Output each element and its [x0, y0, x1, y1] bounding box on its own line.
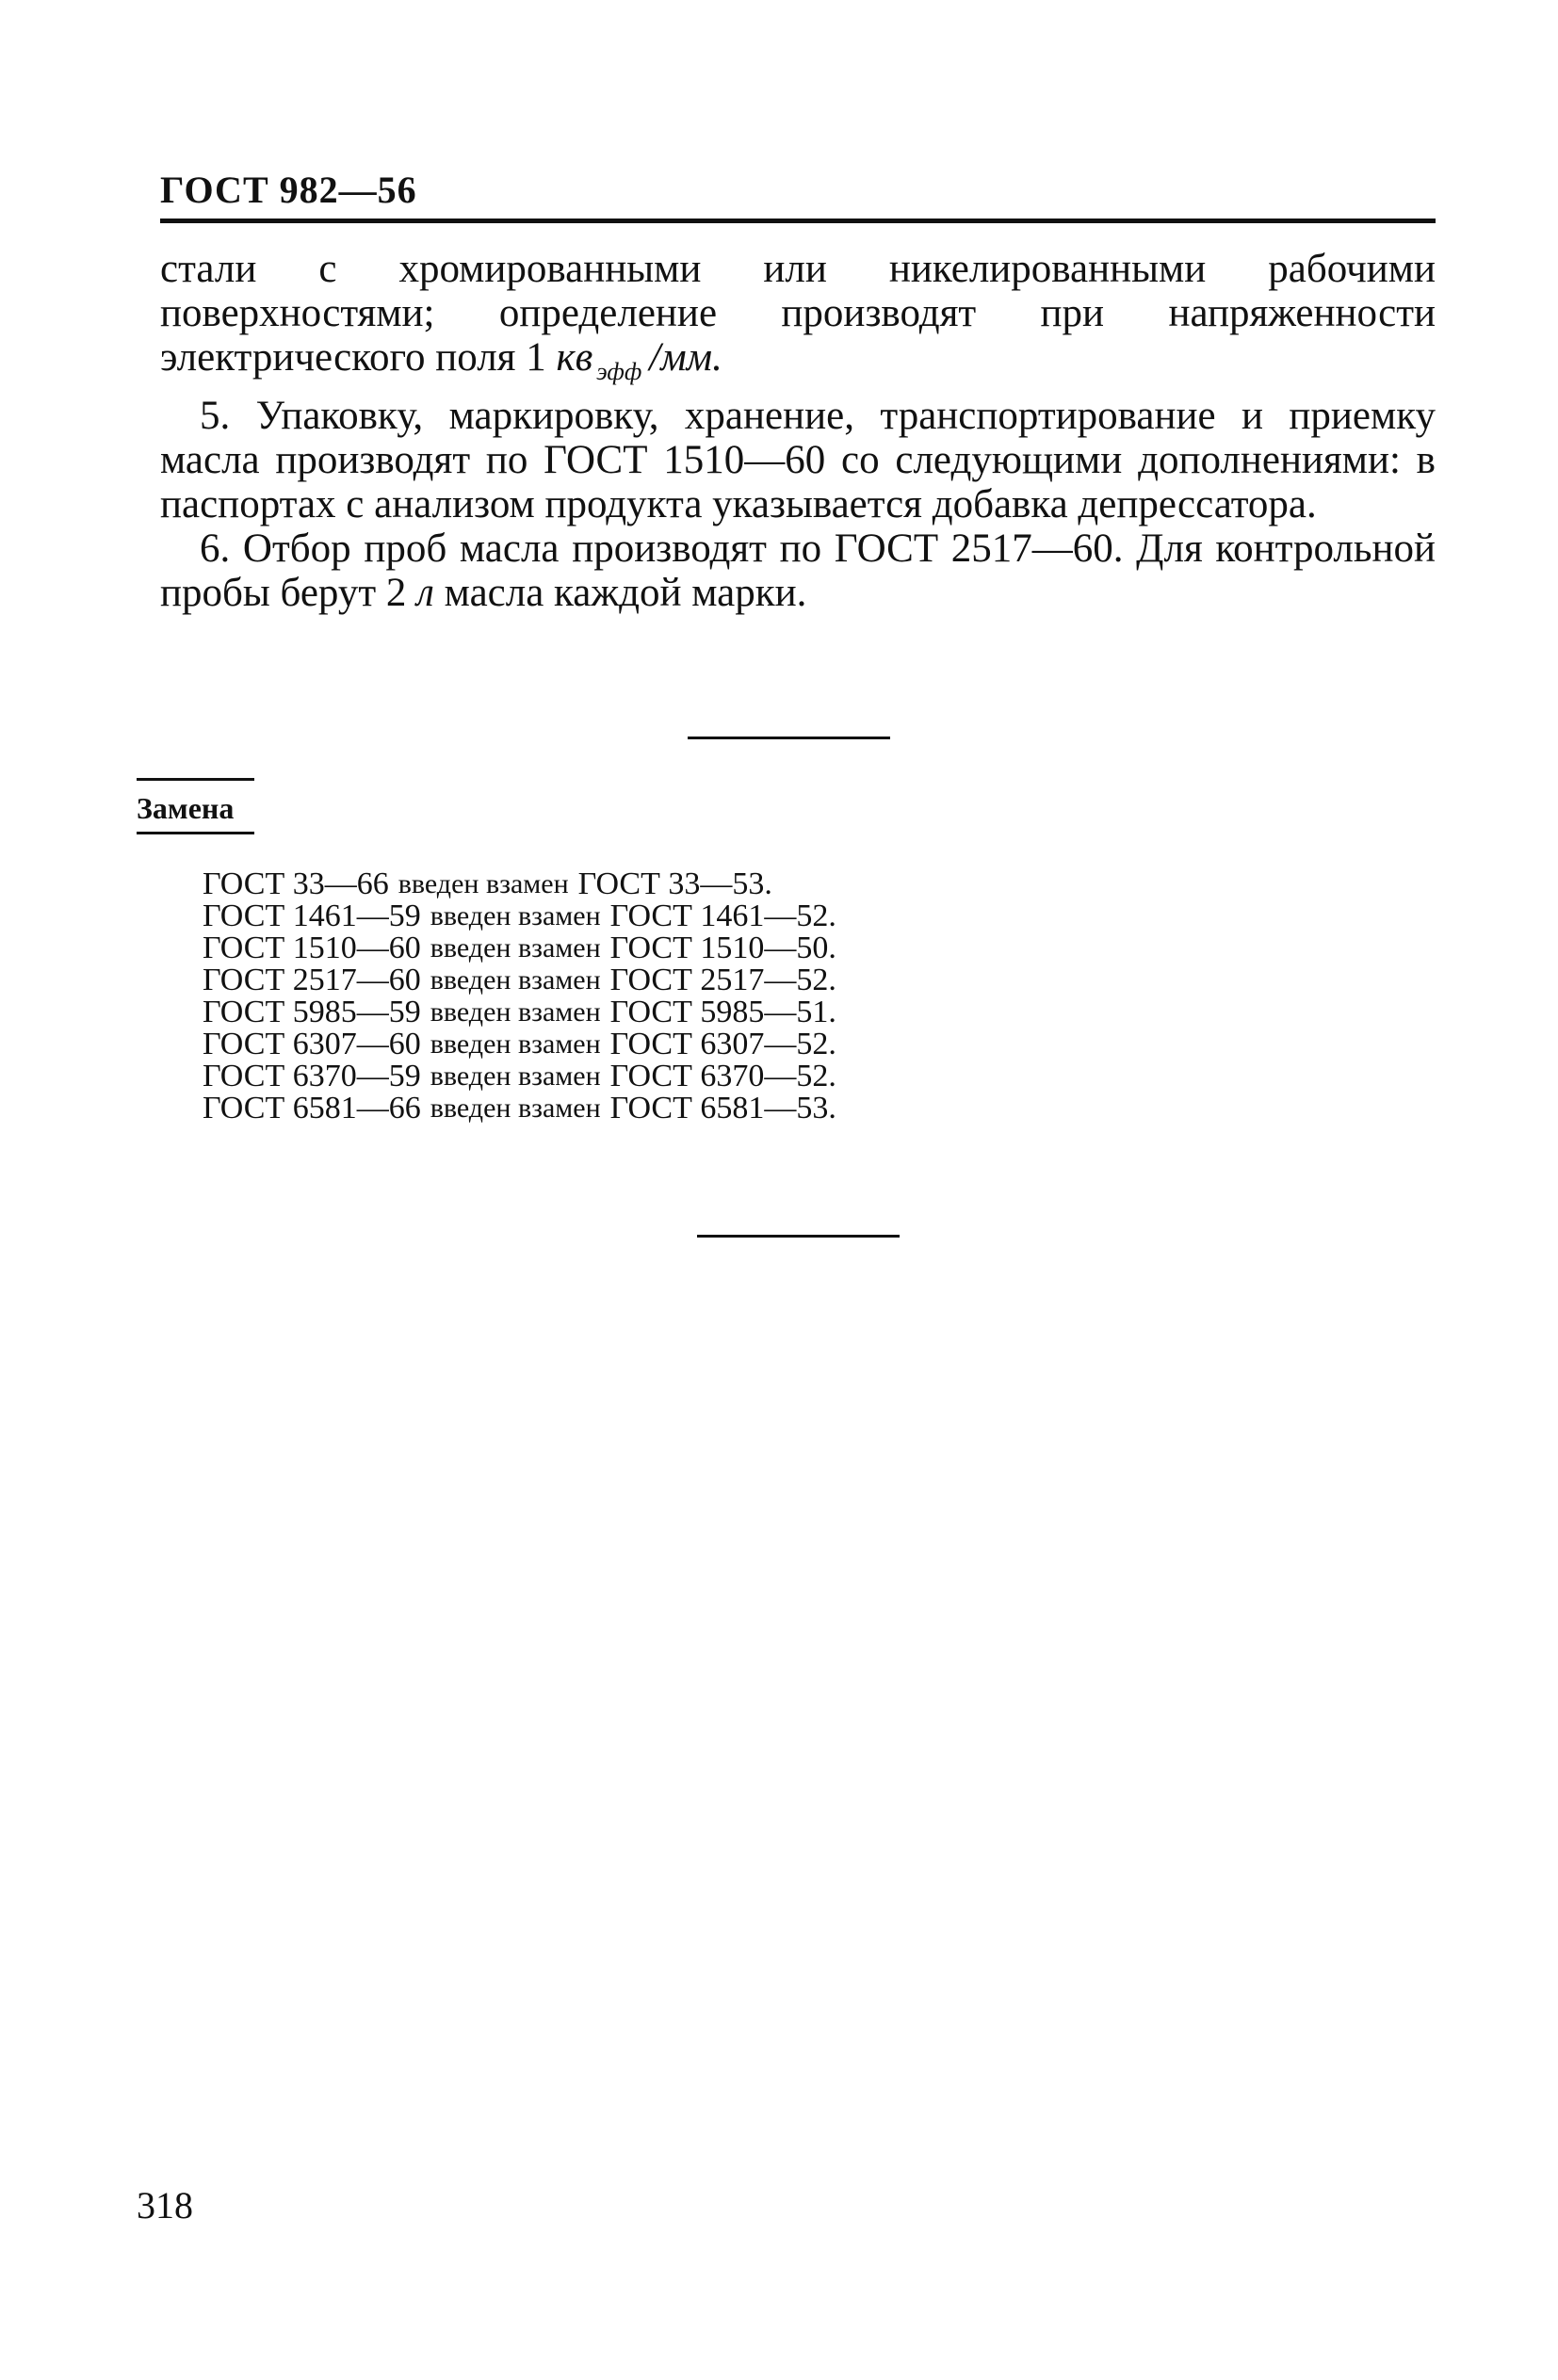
replacement-row: [203, 868, 836, 900]
replacement-row: [203, 1093, 836, 1125]
zamena-rule-bottom: [137, 832, 254, 834]
new-standard: ГОСТ 33—66: [203, 866, 389, 901]
new-standard: ГОСТ 1461—59: [203, 899, 421, 933]
zamena-heading: Замена: [137, 791, 235, 825]
old-standard: ГОСТ 6307—52.: [609, 1027, 836, 1061]
replacement-list: [203, 868, 836, 1125]
unit-per-mm: /мм.: [649, 335, 722, 380]
old-standard: ГОСТ 2517—52.: [609, 963, 836, 997]
running-header: ГОСТ 982—56: [160, 169, 417, 211]
paragraph-continuation: [160, 247, 1436, 394]
replacement-row: [203, 1060, 836, 1093]
paragraph-6-text-after: масла каждой марки.: [433, 571, 807, 615]
new-standard: ГОСТ 6307—60: [203, 1027, 421, 1061]
replacement-phrase: введен взамен: [430, 964, 601, 996]
zamena-rule-top: [137, 778, 254, 781]
body-text: [160, 247, 1436, 615]
new-standard: ГОСТ 5985—59: [203, 995, 421, 1029]
replacement-phrase: введен взамен: [430, 932, 601, 963]
unit-liter: л: [416, 571, 434, 615]
old-standard: ГОСТ 33—53.: [577, 866, 772, 901]
old-standard: ГОСТ 6370—52.: [609, 1059, 836, 1093]
unit-subscript: эфф: [596, 358, 642, 385]
paragraph-6-text-before: 6. Отбор проб масла производят по ГОСТ 2517—60. Для контрольной пробы берут 2: [160, 526, 1436, 615]
page-number: 318: [137, 2184, 193, 2226]
paragraph-6: [160, 526, 1436, 615]
old-standard: ГОСТ 1510—50.: [609, 931, 836, 965]
paragraph-continuation-text: стали с хромированными или никелированными рабочими поверхностями; определение производят при напряженности электрического поля 1: [160, 247, 1436, 380]
header-rule: [160, 219, 1436, 223]
replacement-phrase: введен взамен: [430, 900, 601, 931]
old-standard: ГОСТ 1461—52.: [609, 899, 836, 933]
replacement-phrase: введен взамен: [430, 996, 601, 1028]
new-standard: ГОСТ 6581—66: [203, 1091, 421, 1125]
section-separator: [688, 737, 890, 739]
replacement-phrase: введен взамен: [398, 868, 569, 899]
replacement-row: [203, 932, 836, 964]
paragraph-5: 5. Упаковку, маркировку, хранение, транспортирование и приемку масла производят по ГОСТ 1510—60 со следующими дополнениями: в паспортах с анализом продукта указывается добавка депрессатора.: [160, 394, 1436, 526]
replacement-row: [203, 900, 836, 932]
new-standard: ГОСТ 2517—60: [203, 963, 421, 997]
old-standard: ГОСТ 5985—51.: [609, 995, 836, 1029]
unit-kv: кв: [556, 335, 593, 380]
section-separator: [697, 1235, 900, 1238]
replacement-phrase: введен взамен: [430, 1060, 601, 1092]
replacement-row: [203, 964, 836, 996]
replacement-row: [203, 996, 836, 1028]
new-standard: ГОСТ 6370—59: [203, 1059, 421, 1093]
old-standard: ГОСТ 6581—53.: [609, 1091, 836, 1125]
replacement-row: [203, 1028, 836, 1060]
replacement-phrase: введен взамен: [430, 1028, 601, 1060]
new-standard: ГОСТ 1510—60: [203, 931, 421, 965]
replacement-phrase: введен взамен: [430, 1093, 601, 1124]
